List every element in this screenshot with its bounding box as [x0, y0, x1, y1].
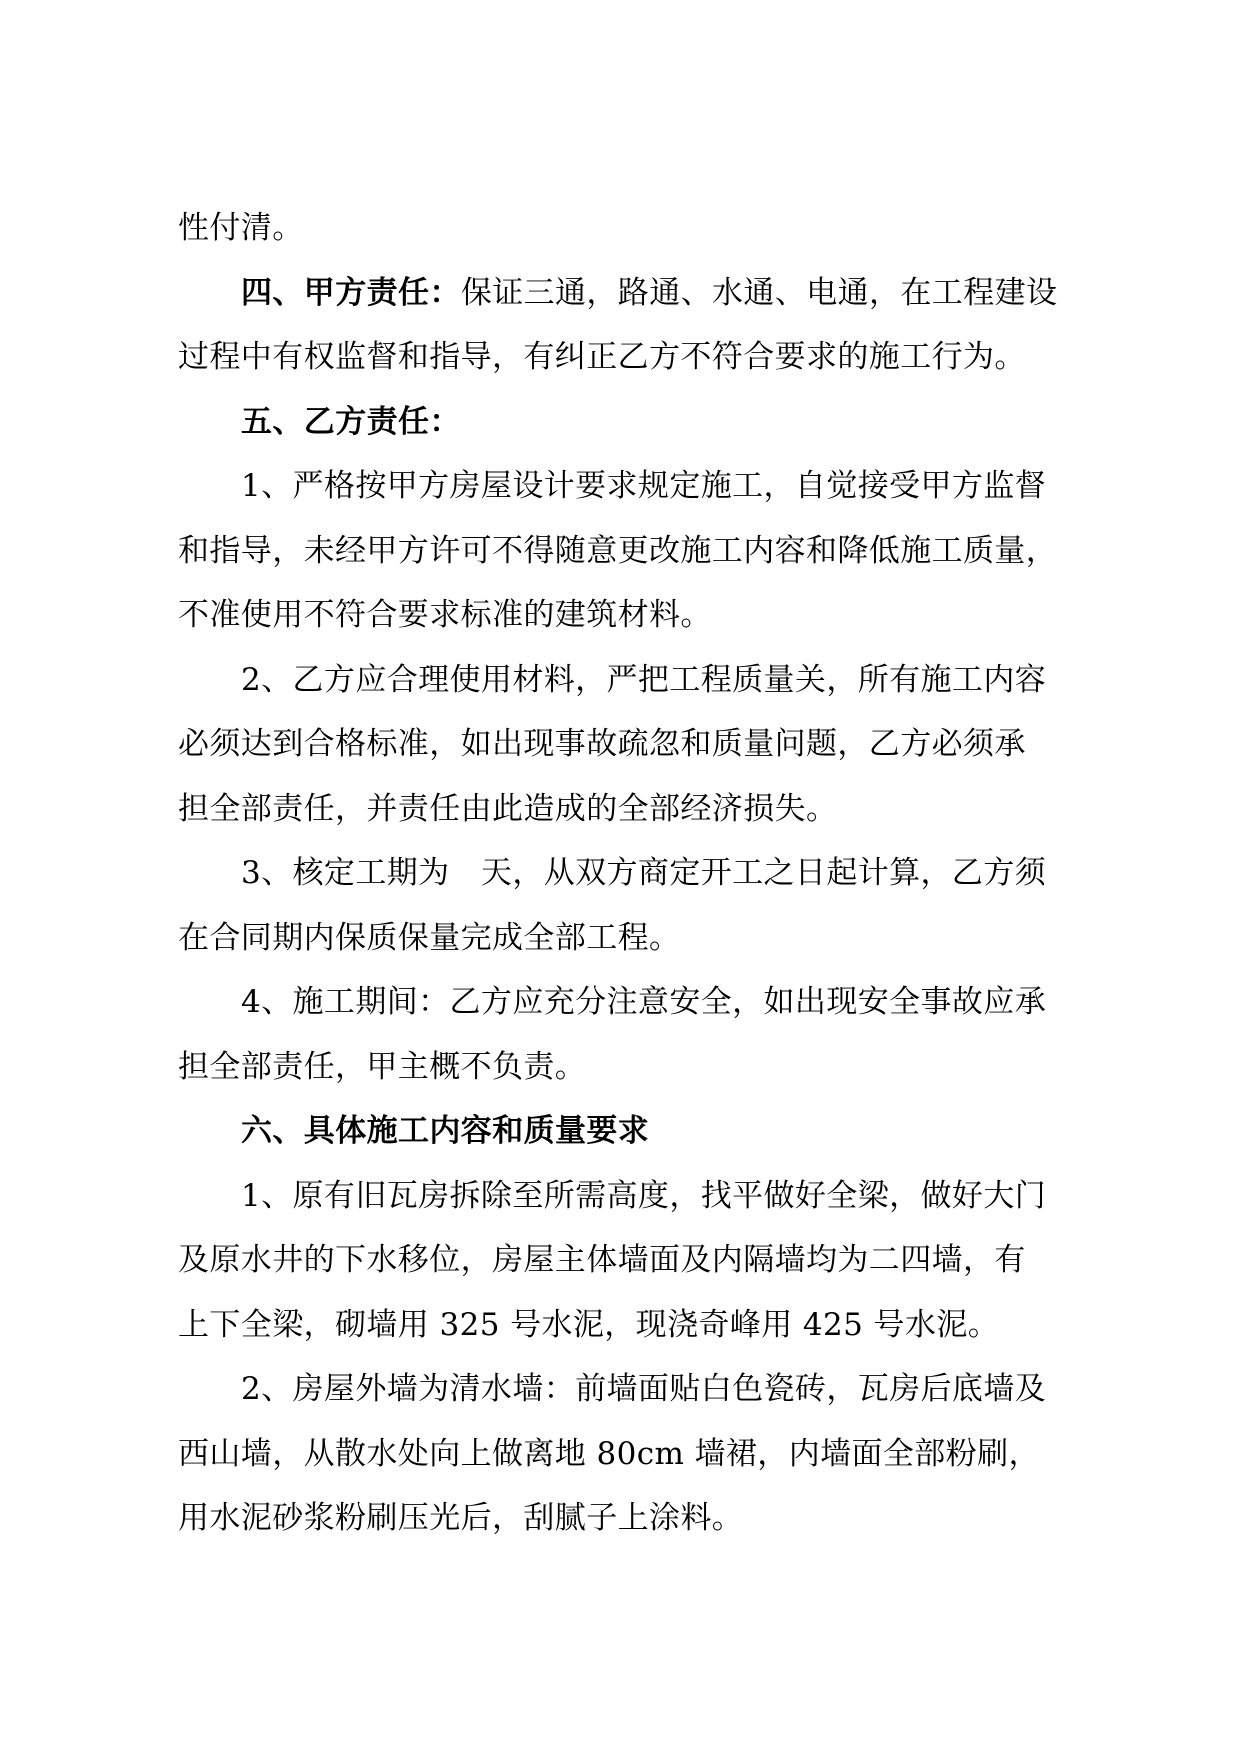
text-line-3: 过程中有权监督和指导，有纠正乙方不符合要求的施工行为。 [178, 339, 1026, 375]
text-line-20: 西山墙，从散水处向上做离地 80cm 墙裙，内墙面全部粉刷， [178, 1435, 1040, 1472]
text-line-21: 用水泥砂浆粉刷压光后，刮腻子上涂料。 [178, 1500, 744, 1536]
section-four-heading-line: 四、甲方责任：保证三通，路通、水通、电通，在工程建设 [241, 274, 1058, 311]
text-line-9: 必须达到合格标准，如出现事故疏忽和质量问题，乙方必须承 [178, 726, 1026, 762]
text-line-5: 1、严格按甲方房屋设计要求规定施工，自觉接受甲方监督 [241, 468, 1047, 504]
section-five-label: 五、乙方责任： [241, 403, 461, 440]
text-line-6: 和指导，未经甲方许可不得随意更改施工内容和降低施工质量， [178, 532, 1058, 569]
text-line-19: 2、房屋外墙为清水墙：前墙面贴白色瓷砖，瓦房后底墙及 [241, 1371, 1047, 1407]
text-line-18: 上下全梁，砌墙用 325 号水泥，现浇奇峰用 425 号水泥。 [178, 1306, 1000, 1343]
text-line-12: 在合同期内保质保量完成全部工程。 [178, 919, 681, 956]
text-line-7: 不准使用不符合要求标准的建筑材料。 [178, 597, 712, 633]
text-line-10: 担全部责任，并责任由此造成的全部经济损失。 [178, 790, 838, 827]
text-line-14: 担全部责任，甲主概不负责。 [178, 1048, 587, 1085]
text-line-13: 4、施工期间：乙方应充分注意安全，如出现安全事故应承 [241, 984, 1047, 1020]
text-line-8: 2、乙方应合理使用材料，严把工程质量关，所有施工内容 [241, 661, 1047, 698]
text-line-17: 及原水井的下水移位，房屋主体墙面及内隔墙均为二四墙，有 [178, 1242, 1026, 1278]
text-line-1: 性付清。 [178, 210, 304, 246]
text-line-11: 3、核定工期为 天，从双方商定开工之日起计算，乙方须 [241, 855, 1047, 891]
section-six-heading-line [178, 1099, 1118, 1164]
document-page [178, 196, 1118, 1551]
section-five-heading-line [178, 390, 1118, 455]
section-four-label: 四、甲方责任： [241, 274, 461, 311]
section-six-label: 六、具体施工内容和质量要求 [241, 1113, 650, 1149]
text-line-16: 1、原有旧瓦房拆除至所需高度，找平做好全梁，做好大门 [241, 1177, 1047, 1214]
